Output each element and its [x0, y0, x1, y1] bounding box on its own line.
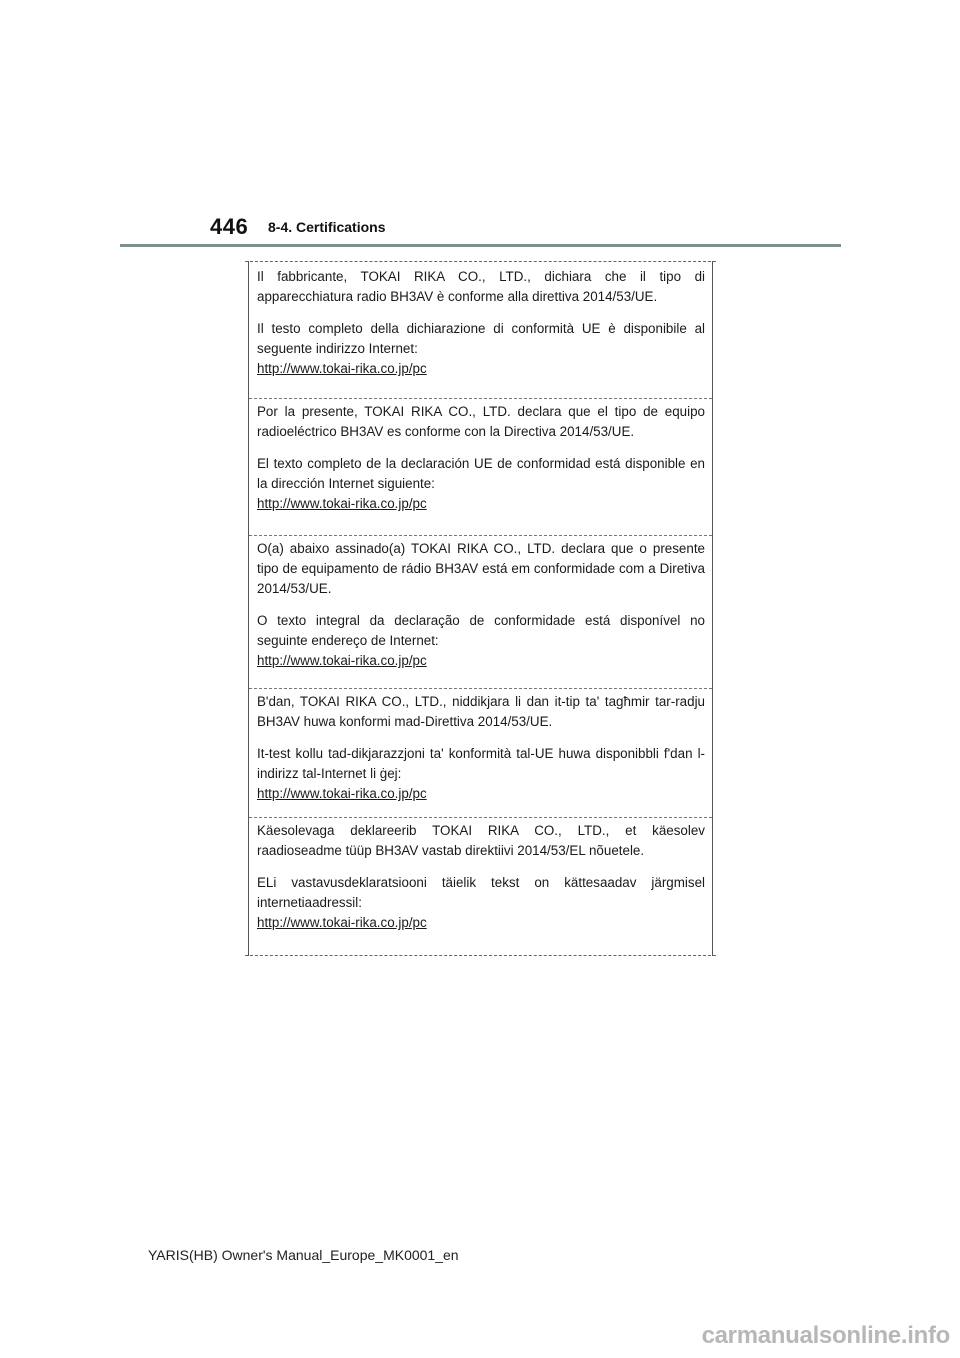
declaration-url-link[interactable]: http://www.tokai-rika.co.jp/pc [257, 496, 427, 511]
availability-text: El texto completo de la declaración UE de conformidad está disponible en la dirección Internet siguiente: [257, 456, 705, 491]
declaration-availability [257, 744, 705, 804]
declaration-estonian [249, 817, 712, 933]
declaration-box [248, 261, 713, 956]
declaration-statement: Il fabbricante, TOKAI RIKA CO., LTD., dichiara che il tipo di apparecchiatura radio BH3AV è conforme alla direttiva 2014/53/UE. [257, 269, 705, 304]
declaration-url-link[interactable]: http://www.tokai-rika.co.jp/pc [257, 653, 427, 668]
availability-text: Il testo completo della dichiarazione di conformità UE è disponibile al seguente indirizzo Internet: [257, 321, 705, 356]
page-header [0, 212, 960, 248]
declaration-url-link[interactable]: http://www.tokai-rika.co.jp/pc [257, 915, 427, 930]
watermark: carmanualsonline.info [701, 1322, 950, 1349]
declaration-availability [257, 454, 705, 514]
declaration-url-link[interactable]: http://www.tokai-rika.co.jp/pc [257, 786, 427, 801]
header-divider [120, 244, 841, 247]
declaration-maltese [249, 688, 712, 804]
declaration-statement: Käesolevaga deklareerib TOKAI RIKA CO., LTD., et käesolev raadioseadme tüüp BH3AV vastab direktiivi 2014/53/EL nõuetele. [257, 823, 705, 858]
box-top-border [245, 261, 716, 262]
declaration-statement: Por la presente, TOKAI RIKA CO., LTD. declara que el tipo de equipo radioeléctrico BH3AV es conforme con la Directiva 2014/53/UE. [257, 404, 705, 439]
declaration-italian [249, 267, 712, 379]
availability-text: O texto integral da declaração de conformidade está disponível no seguinte endereço de Internet: [257, 613, 705, 648]
declaration-spanish [249, 398, 712, 514]
availability-text: ELi vastavusdeklaratsiooni täielik tekst on kättesaadav järgmisel internetiaadressil: [257, 875, 705, 910]
declaration-availability [257, 873, 705, 933]
declaration-statement: B'dan, TOKAI RIKA CO., LTD., niddikjara li dan it-tip ta' tagħmir tar-radju BH3AV huwa konformi mad-Direttiva 2014/53/UE. [257, 694, 705, 729]
page-footer: YARIS(HB) Owner's Manual_Europe_MK0001_en [148, 1247, 459, 1263]
page-number: 446 [210, 214, 249, 239]
declaration-availability [257, 319, 705, 379]
section-title: 8-4. Certifications [268, 219, 386, 235]
declaration-portuguese [249, 535, 712, 671]
declaration-statement: O(a) abaixo assinado(a) TOKAI RIKA CO., LTD. declara que o presente tipo de equipamento de rádio BH3AV está em conformidade com a Diretiva 2014/53/UE. [257, 541, 705, 596]
box-bottom-border [245, 955, 716, 956]
declaration-url-link[interactable]: http://www.tokai-rika.co.jp/pc [257, 361, 427, 376]
declaration-availability [257, 611, 705, 671]
availability-text: It-test kollu tad-dikjarazzjoni ta' konformità tal-UE huwa disponibbli f'dan l-indirizz tal-Internet li ġej: [257, 746, 705, 781]
